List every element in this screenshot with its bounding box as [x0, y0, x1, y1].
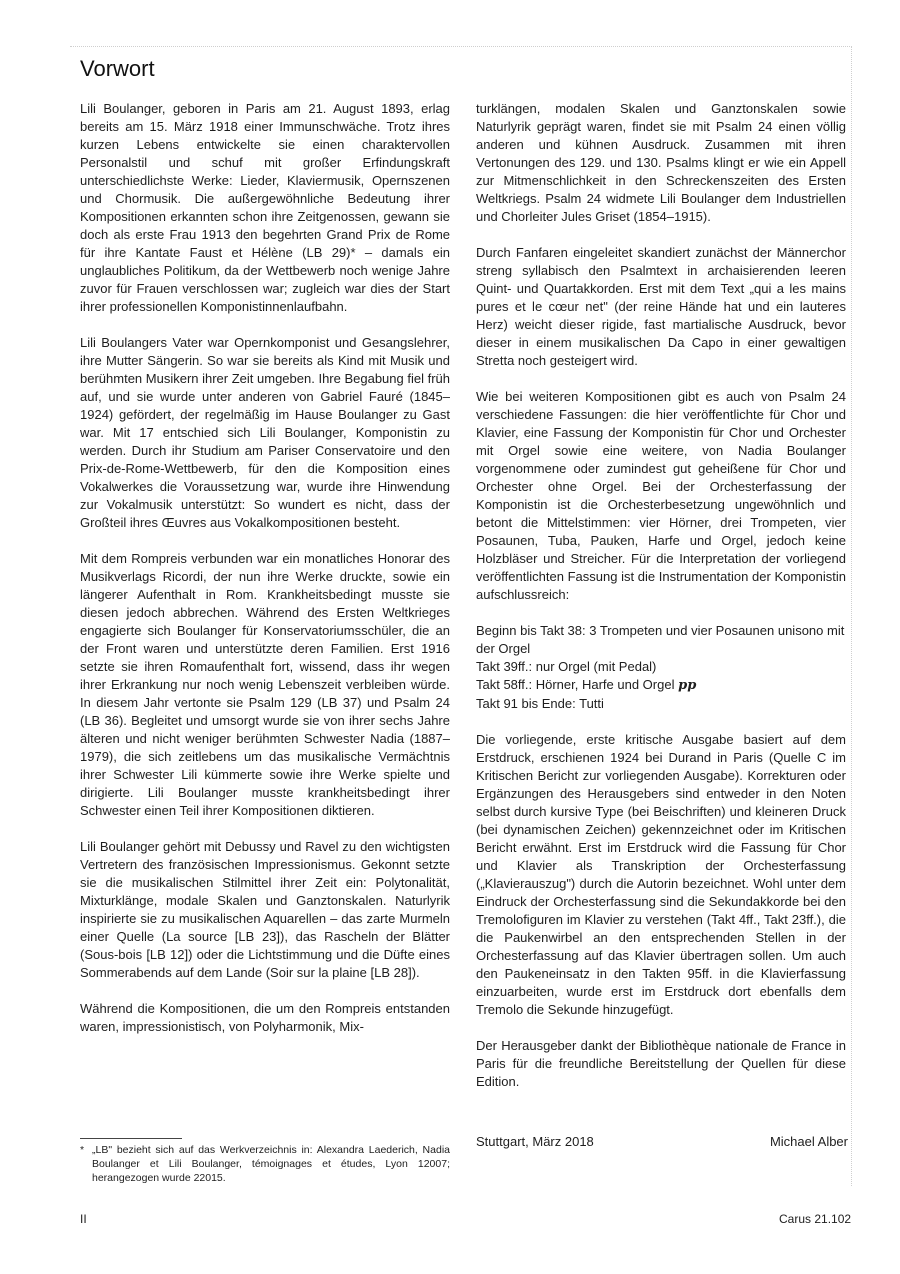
instrumentation-item: Takt 91 bis Ende: Tutti — [476, 696, 604, 711]
signature-line — [476, 1134, 848, 1149]
paragraph: Lili Boulanger, geboren in Paris am 21. August 1893, erlag bereits am 15. März 1918 einer Immunschwäche. Trotz ihres kurzen Lebens entwickelte sie einen charaktervollen Personalstil und schuf mit großer Erfindungskraft unterschiedlichste Werke: Lieder, Klaviermusik, Opernszenen und Chormusik. Die außergewöhnliche Bedeutung ihrer Kompositionen erkannten schon ihre Zeitgenossen, gewann sie doch als erste Frau 1913 den begehrten Grand Prix de Rome für ihre Kantate Faust et Hélène (LB 29)* – damals ein unglaubliches Politikum, da der Wettbewerb noch wenige Jahre zuvor für Frauen verschlossen war; zugleich war dies der Start ihrer professionellen Komponistinnenlaufbahn. — [80, 101, 450, 314]
footnote — [80, 1143, 450, 1185]
left-column — [80, 100, 450, 1054]
footnote-rule — [80, 1138, 182, 1139]
footnote-text: „LB" bezieht sich auf das Werkverzeichnis in: Alexandra Laederich, Nadia Boulanger et Lili Boulanger, témoignages et études, Lyon 12007; herangezogen wurde 22015. — [92, 1144, 450, 1184]
paragraph: Durch Fanfaren eingeleitet skandiert zunächst der Männerchor streng syllabisch den Psalmtext in archaisierenden leeren Quint- und Quartakkorden. Erst mit dem Text „qui a les mains pures et le cœur net" (der reine Hände hat und ein lauteres Herz) weicht dieser rigide, fast martialische Ausdruck, bevor dieser in einem musikalischen Da Capo in einer gewaltigen Stretta noch gesteigert wird. — [476, 245, 846, 368]
instrumentation-list — [476, 622, 846, 713]
paragraph: Lili Boulangers Vater war Opernkomponist und Gesangslehrer, ihre Mutter Sängerin. So war sie bereits als Kind mit Musik und berühmten Musikern ihrer Zeit umgeben. Ihre Begabung fiel früh auf, und sie wurde unter anderen von Gabriel Fauré (1845–1924) gefördert, der regelmäßig im Hause Boulanger zu Gast war. Mit 17 entschied sich Lili Boulanger, Komponistin zu werden. Durch ihr Studium am Pariser Conservatoire und den Prix-de-Rome-Wettbewerb, für den die Komposition eines Vokalwerkes die Voraussetzung war, wurde ihre Hinwendung zur Vokalmusik unterstützt: So wundert es nicht, dass der Großteil ihres Œuvres aus Vokalkompositionen besteht. — [80, 335, 450, 530]
paragraph: Der Herausgeber dankt der Bibliothèque nationale de France in Paris für die freundliche Bereitstellung der Quellen für diese Edition. — [476, 1038, 846, 1089]
dynamic-marking: pp — [678, 678, 697, 693]
instrumentation-item — [476, 676, 846, 695]
paragraph: turklängen, modalen Skalen und Ganztonskalen sowie Naturlyrik geprägt waren, findet sie mit Psalm 24 einen völlig anderen und kühnen Ausdruck. Zusammen mit ihren Vertonungen des 129. und 130. Psalms klingt er wie ein Appell zur Mitmenschlichkeit in den Schreckenszeiten des Ersten Weltkriegs. Psalm 24 widmete Lili Boulanger dem Industriellen und Chorleiter Jules Griset (1854–1915). — [476, 101, 846, 224]
right-column — [476, 100, 846, 1109]
catalog-number: Carus 21.102 — [779, 1212, 852, 1226]
instrumentation-item-text: Takt 58ff.: Hörner, Harfe und Orgel — [476, 677, 675, 692]
page-title: Vorwort — [80, 56, 155, 81]
author-name: Michael Alber — [769, 1134, 848, 1149]
footnote-mark: * — [80, 1144, 85, 1156]
paragraph: Die vorliegende, erste kritische Ausgabe basiert auf dem Erstdruck, erschienen 1924 bei Durand in Paris (Quelle C im Kritischen Bericht zur vorliegenden Ausgabe). Korrekturen oder Ergänzungen des Herausgebers sind entweder in den Noten selbst durch kursive Type (bei Beischriften) und kleineren Druck (bei dynamischen Zeichen) gekennzeichnet oder im Kritischen Bericht erwähnt. Erst im Erstdruck wird die Fassung für Chor und Klavier als Transkription der Orchesterfassung („Klavierauszug") durch die Autorin bezeichnet. Wohl unter dem Eindruck der Orchesterfassung sind die Sekundakkorde bei den Tremolofiguren im Klavier zu verstehen (Takt 4ff., Takt 23ff.), die die Paukenwirbel an den entsprechenden Stellen in der Orchesterfassung auf das Klavier übertragen sollen. Um auch den Paukeneinsatz in den Takten 95ff. in die Klavierfassung einzuarbeiten, wurde erst im Erstdruck dort ebenfalls dem Tremolo die Sekunde hinzugefügt. — [476, 732, 846, 1017]
page-frame-top — [70, 46, 850, 47]
paragraph: Mit dem Rompreis verbunden war ein monatliches Honorar des Musikverlags Ricordi, der nun ihre Werke druckte, sowie ein längerer Aufenthalt in Rom. Krankheitsbedingt musste sie diesen jedoch abbrechen. Während des Ersten Weltkrieges engagierte sich Boulanger für Konservatoriumsschüler, die an der Front waren und unterstützte deren Familien. Erst 1916 setzte sie ihren Romaufenthalt fort, wissend, dass ihr wegen ihrer Erkrankung nur noch wenig Lebenszeit verbleiben würde. In diesem Jahr vertonte sie Psalm 129 (LB 37) und Psalm 24 (LB 36). Begleitet und umsorgt wurde sie von ihrer sechs Jahre älteren und nicht weniger berühmten Schwester Nadia (1887–1979), die sich zeitlebens um das musikalische Vermächtnis ihrer Schwester Lili kümmerte sowie ihre Werke spielte und dirigierte. Lili Boulanger musste krankheitsbedingt ihrer Schwester einen Teil ihrer Kompositionen diktieren. — [80, 551, 450, 818]
paragraph: Lili Boulanger gehört mit Debussy und Ravel zu den wichtigsten Vertretern des französischen Impressionismus. Gekonnt setzte sie die musikalischen Stilmittel ihrer Zeit ein: Polytonalität, Mixturklänge, modale Skalen und Ganztonskalen. Naturlyrik inspirierte sie zu musikalischen Aquarellen – das zarte Murmeln einer Quelle (La source [LB 23]), das Rascheln der Blätter (Sous-bois [LB 12]) oder die Lichtstimmung und die Düfte eines Sommerabends auf dem Lande (Soir sur la plaine [LB 28]). — [80, 839, 450, 980]
paragraph: Während die Kompositionen, die um den Rompreis entstanden waren, impressionistisch, von Polyharmonik, Mix- — [80, 1001, 450, 1034]
page-number: II — [80, 1212, 87, 1226]
place-date: Stuttgart, März 2018 — [476, 1134, 594, 1149]
page-frame-right — [851, 46, 852, 1186]
instrumentation-item: Beginn bis Takt 38: 3 Trompeten und vier Posaunen unisono mit der Orgel — [476, 623, 845, 656]
instrumentation-item: Takt 39ff.: nur Orgel (mit Pedal) — [476, 659, 657, 674]
paragraph: Wie bei weiteren Kompositionen gibt es auch von Psalm 24 verschiedene Fassungen: die hier veröffentlichte für Chor und Klavier, eine Fassung der Komponistin für Chor und Orchester mit Orgel sowie eine weitere, von Nadia Boulanger vorgenommene oder zumindest gut geheißene für Chor und Orchester ohne Orgel. Bei der Orchesterfassung der Komponistin ist die Orchesterbesetzung ungewöhnlich und betont die Mittelstimmen: vier Hörner, drei Trompeten, vier Posaunen, Tuba, Pauken, Harfe und Orgel, jedoch keine Holzbläser und Streicher. Für die Interpretation der vorliegend veröffentlichten Fassung ist die Instrumentation der Komponistin aufschlussreich: — [476, 389, 846, 602]
